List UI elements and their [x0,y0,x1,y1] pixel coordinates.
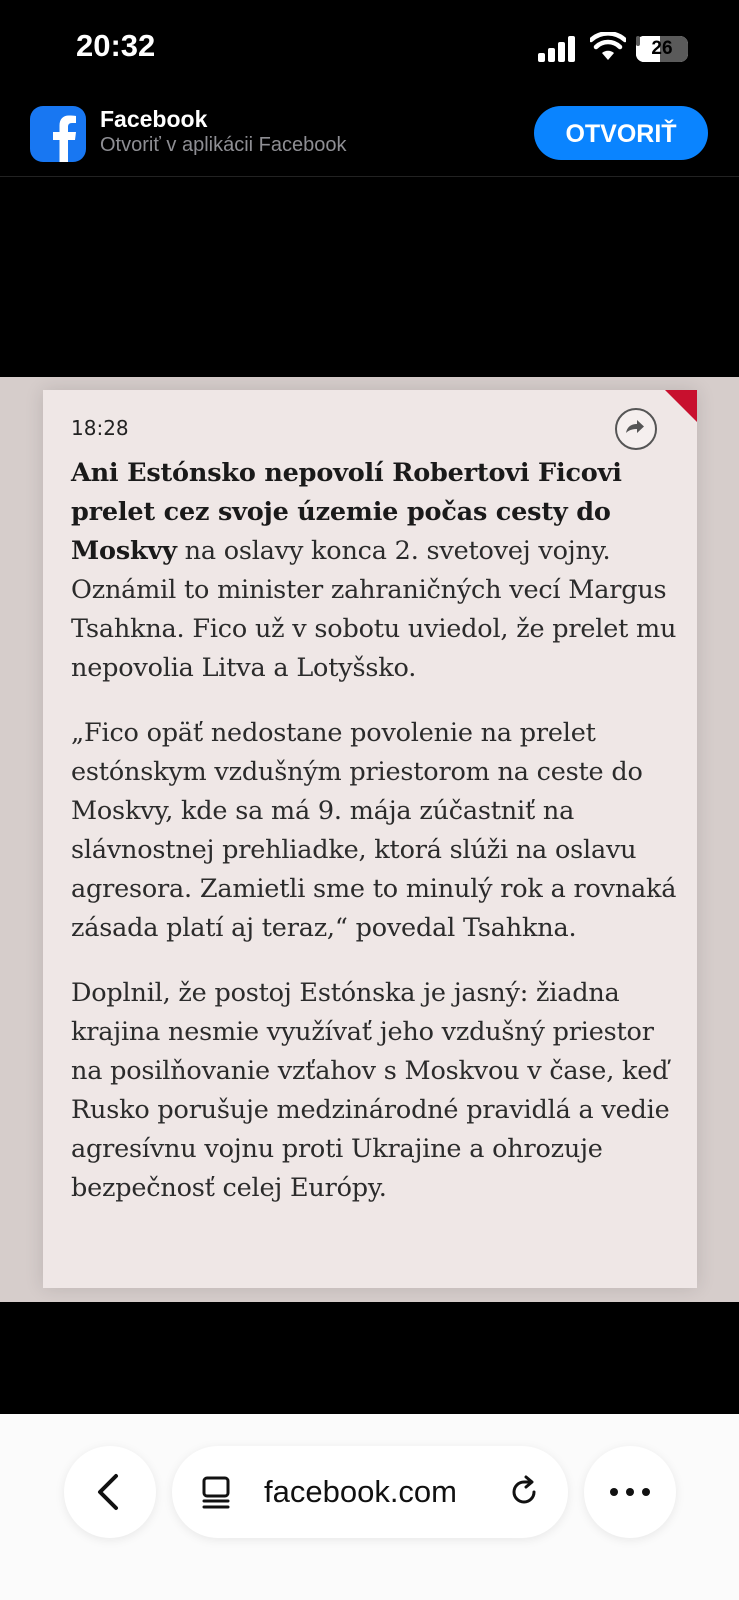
status-bar [0,0,739,96]
article-paragraph-3: Doplnil, že postoj Estónska je jasný: žiadna krajina nesmie využívať jeho vzdušný priestor na posilňovanie vzťahov s Moskvou v čase, keď Rusko porušuje medzinárodné pravidlá a vedie agresívnu vojnu proti Ukrajine a ohrozuje bezpečnosť celej Európy. [71,978,670,1203]
signal-icon [538,36,578,62]
status-time: 20:32 [76,28,156,63]
browser-toolbar [0,1414,739,1600]
reload-icon[interactable] [506,1474,542,1510]
url-text: facebook.com [264,1474,457,1509]
article-paragraph-2: „Fico opäť nedostane povolenie na prelet estónskym vzdušným priestorom na ceste do Moskvy, kde sa má 9. mája zúčastniť na slávnostnej prehliadke, ktorá slúži na oslavu agresora. Zamietli sme to minulý rok a rovnaká zásada platí aj teraz,“ povedal Tsahkna. [71,718,677,943]
facebook-logo-icon [30,106,86,162]
open-in-app-button[interactable]: OTVORIŤ [534,106,708,160]
reader-icon[interactable] [198,1474,234,1510]
article-lead-rest: na oslavy konca 2. svetovej vojny. Oznámil to minister zahraničných vecí Margus Tsahkna. Fico už v sobotu uviedol, že prelet mu nepovolia Litva a Lotyšsko. [71,536,677,683]
app-subtitle: Otvoriť v aplikácii Facebook [100,134,347,156]
more-button[interactable] [584,1446,676,1538]
battery-icon [636,36,688,62]
article-time: 18:28 [71,416,129,440]
app-name: Facebook [100,106,208,132]
battery-tip [636,36,640,46]
back-button[interactable] [64,1446,156,1538]
post-image[interactable] [0,377,739,1302]
article-lead [71,454,681,688]
article-text [71,454,681,1234]
article-card [43,390,697,1288]
more-dots-icon [584,1446,676,1538]
wifi-icon [590,32,626,62]
app-banner [0,96,739,177]
article-lead-bold: Ani Estónsko nepovolí Robertovi Ficovi prelet cez svoje územie počas cesty do Moskvy [71,458,622,566]
battery-level: 26 [651,38,673,59]
share-icon [615,408,657,450]
address-bar[interactable] [172,1446,568,1538]
corner-flag [665,390,697,422]
chevron-left-icon [64,1446,156,1538]
